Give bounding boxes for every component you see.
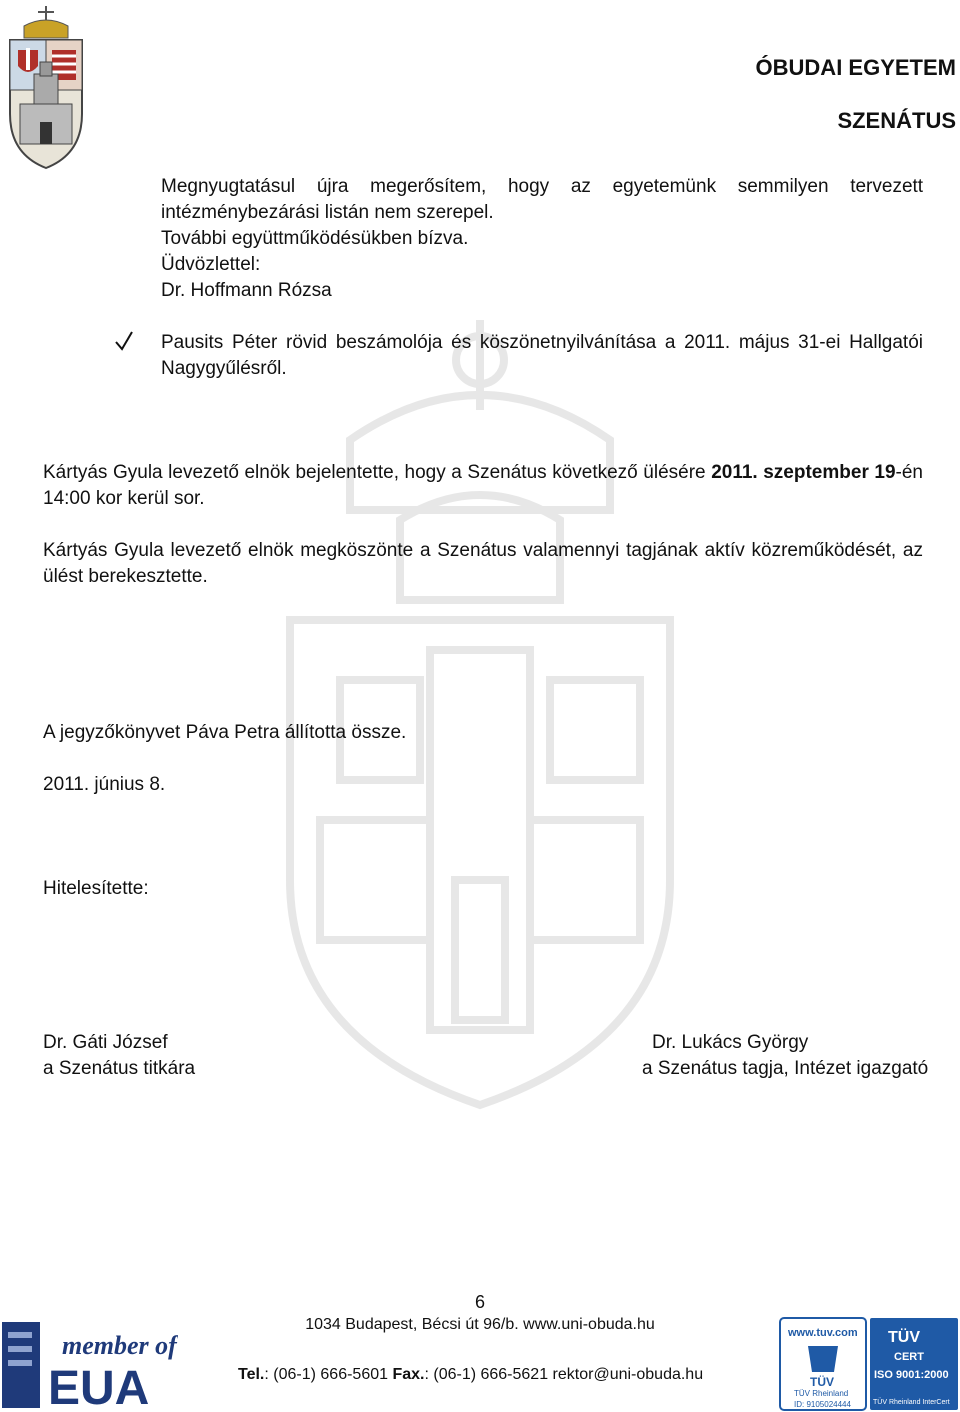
header-senate: SZENÁTUS (837, 108, 956, 133)
crest-watermark (280, 320, 680, 1110)
svg-text:ID: 9105024444: ID: 9105024444 (794, 1400, 851, 1409)
svg-text:TÜV: TÜV (888, 1329, 920, 1346)
letter-line-2: intézménybezárási listán nem szerepel. (161, 202, 494, 223)
letter-line-3: További együttműködésükben bízva. (161, 228, 469, 249)
para2-line-1: Kártyás Gyula levezető elnök megköszönte a Szenátus valamennyi tagjának aktív közreműködését, az (43, 540, 923, 561)
tuv-certification-logos (778, 1316, 960, 1412)
svg-text:member of: member of (62, 1331, 177, 1360)
footer-contact: Tel.: (06-1) 666-5601 Fax.: (06-1) 666-5621 rektor@uni-obuda.hu (238, 1366, 704, 1383)
svg-text:CERT: CERT (894, 1351, 924, 1363)
letter-line-1: Megnyugtatásul újra megerősítem, hogy az egyetemünk semmilyen tervezett (161, 176, 924, 197)
document-date: 2011. június 8. (43, 774, 166, 795)
bullet-line-2: Nagygyűlésről. (161, 358, 287, 379)
para2-line-2: ülést berekesztette. (43, 566, 208, 587)
eua-member-logo (0, 1318, 178, 1410)
header-university: ÓBUDAI EGYETEM (755, 55, 956, 80)
university-crest-logo (4, 4, 88, 170)
page-number: 6 (475, 1292, 486, 1312)
para1-line-1: Kártyás Gyula levezető elnök bejelentette, hogy a Szenátus következő ülésére 2011. szeptember 19-én (43, 462, 923, 483)
footer-address: 1034 Budapest, Bécsi út 96/b. www.uni-obuda.hu (305, 1316, 655, 1333)
bullet-line-1: Pausits Péter rövid beszámolója és köszönetnyilvánítása a 2011. május 31-ei Hallgatói (161, 332, 923, 353)
left-signatory-name: Dr. Gáti József (43, 1032, 168, 1053)
svg-text:ISO 9001:2000: ISO 9001:2000 (874, 1369, 949, 1381)
svg-text:www.tuv.com: www.tuv.com (788, 1327, 858, 1339)
certified-label: Hitelesítette: (43, 878, 149, 899)
left-signatory-role: a Szenátus titkára (43, 1058, 196, 1079)
svg-text:TÜV Rheinland: TÜV Rheinland (794, 1389, 849, 1398)
para1-line-2: 14:00 kor kerül sor. (43, 488, 205, 509)
checkmark-icon (114, 330, 134, 352)
letter-signature: Dr. Hoffmann Rózsa (161, 280, 332, 301)
svg-text:EUA: EUA (48, 1362, 150, 1410)
right-signatory-role: a Szenátus tagja, Intézet igazgató (642, 1058, 929, 1079)
svg-text:TÜV: TÜV (810, 1375, 834, 1389)
minutes-author: A jegyzőkönyvet Páva Petra állította össze. (43, 722, 407, 743)
svg-text:TÜV Rheinland InterCert: TÜV Rheinland InterCert (873, 1399, 950, 1406)
right-signatory-name: Dr. Lukács György (652, 1032, 809, 1053)
letter-greeting: Üdvözlettel: (161, 254, 261, 275)
